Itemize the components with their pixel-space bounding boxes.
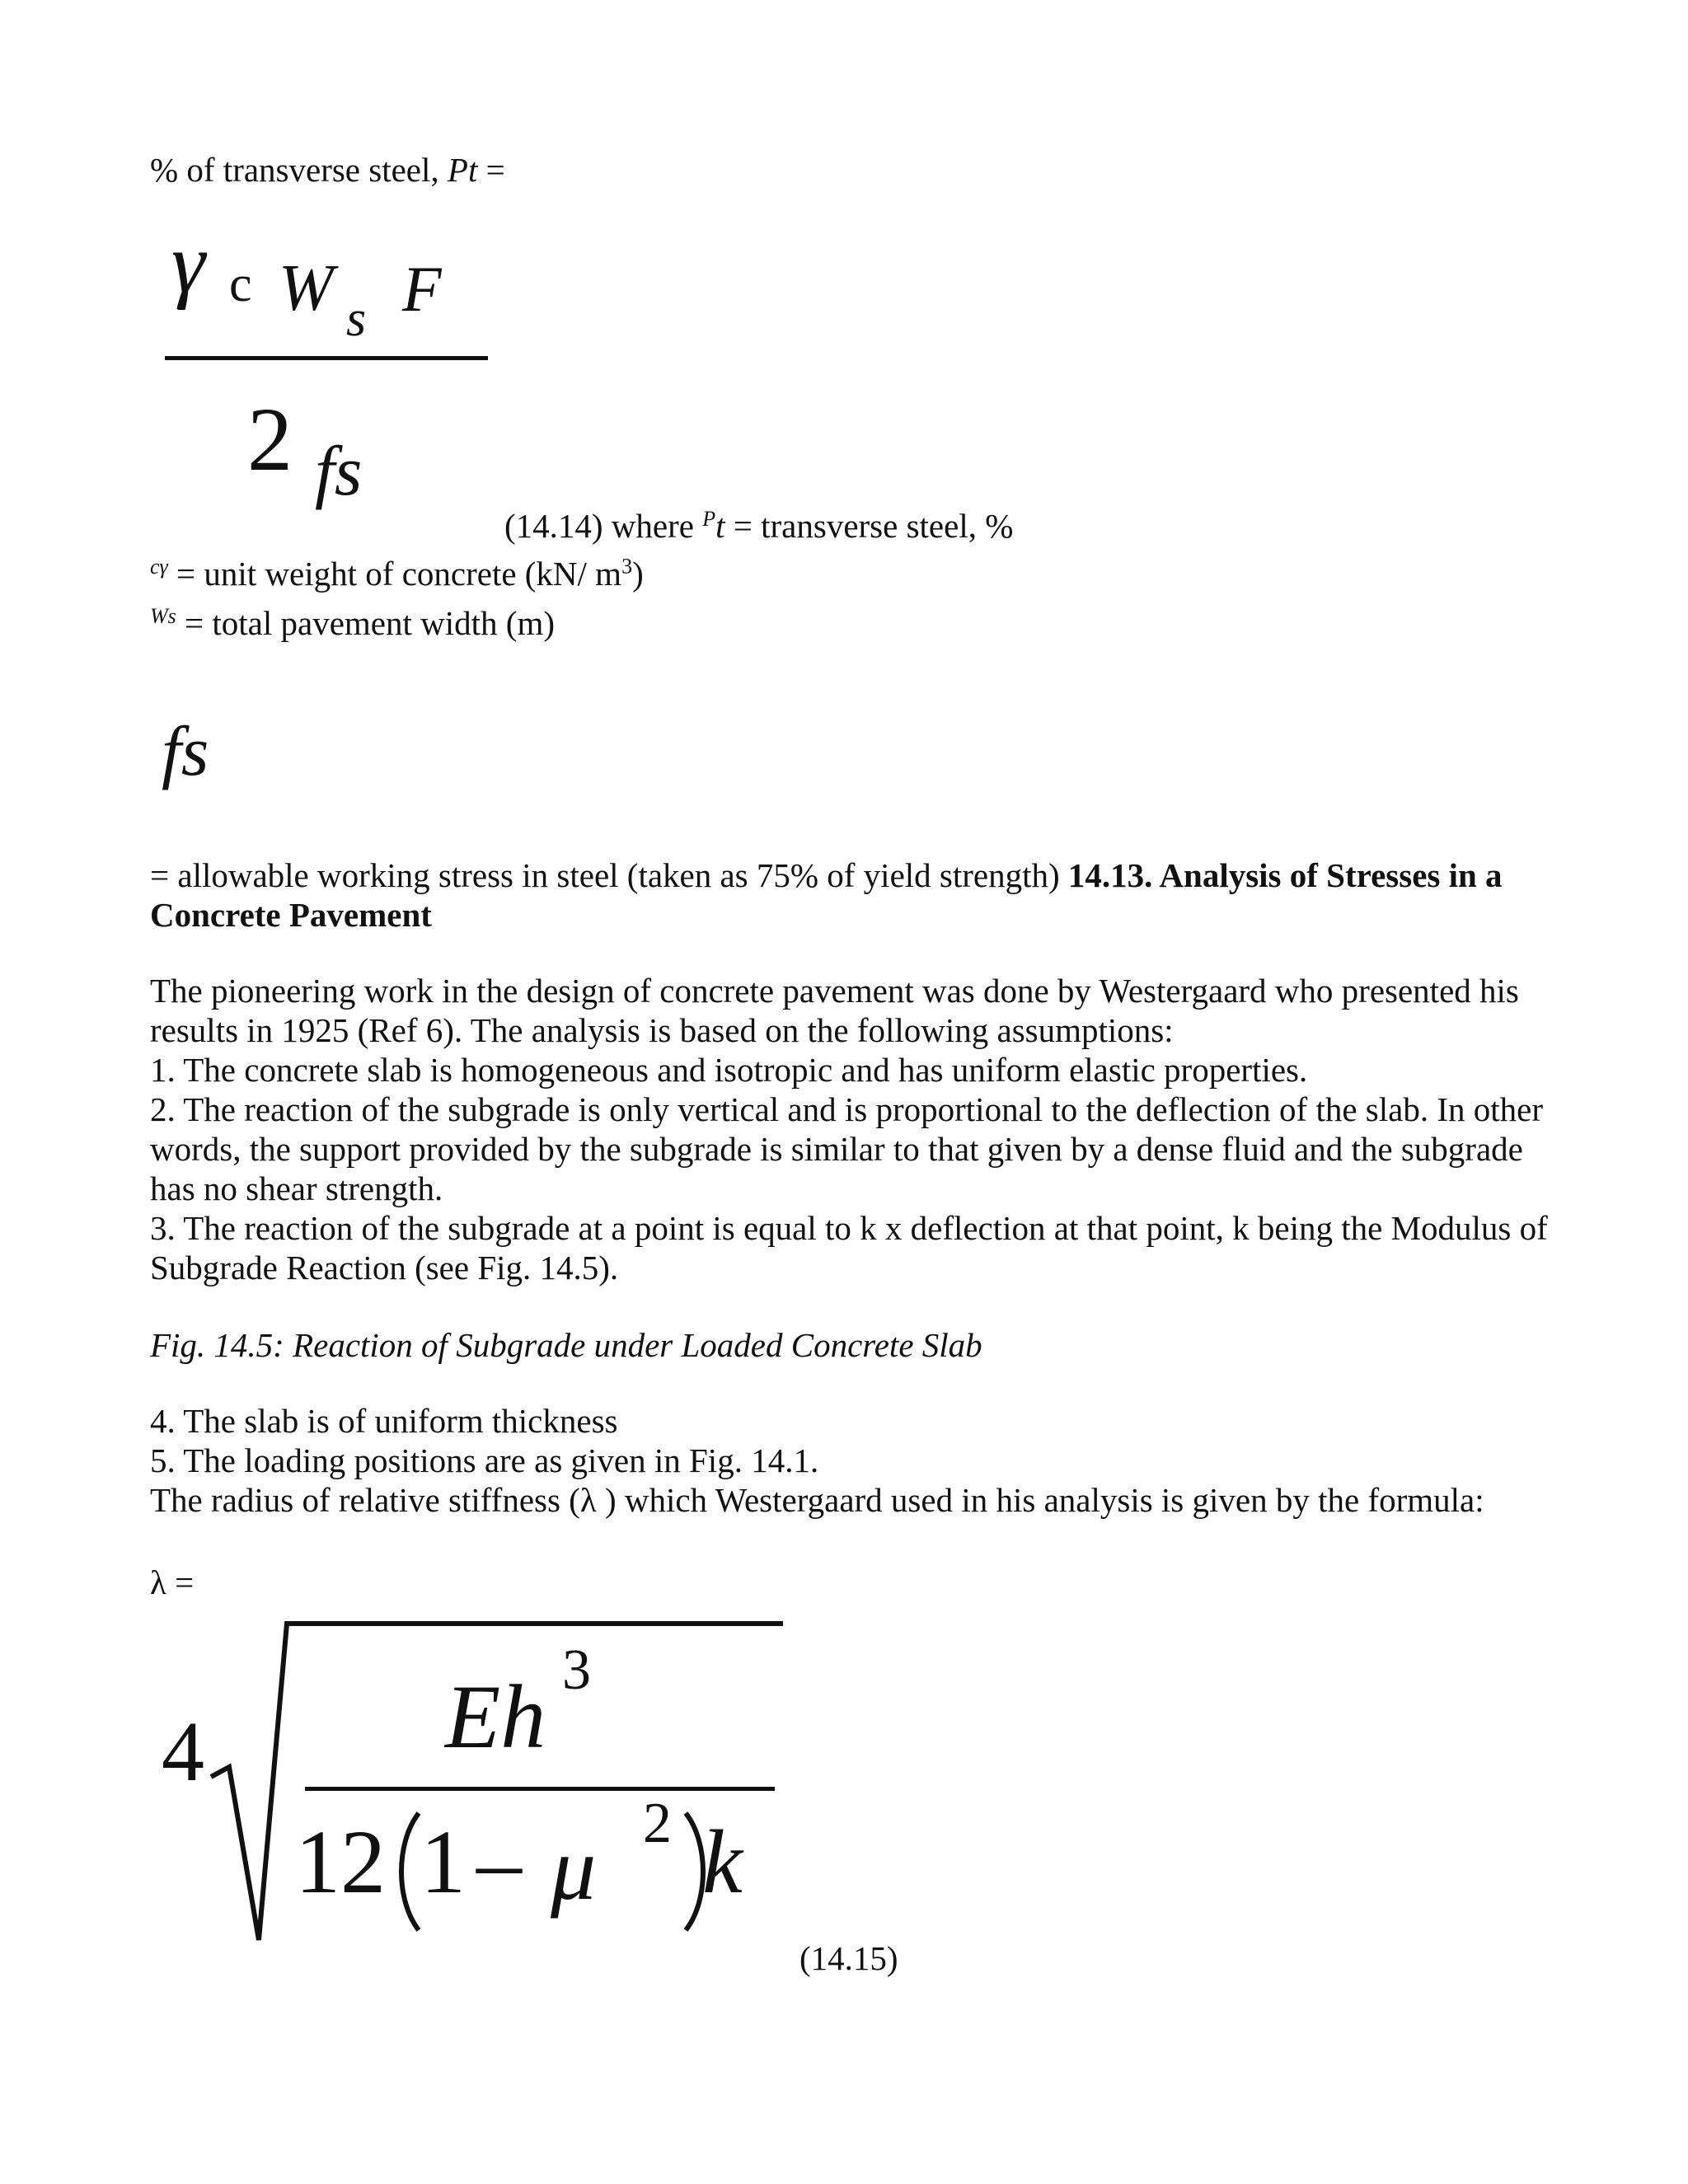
eq1415-numerator: Eh <box>445 1666 546 1767</box>
where-t: t <box>715 507 725 545</box>
eq1415-den-1: 1 <box>420 1811 466 1912</box>
eq1414-s: s <box>346 291 367 347</box>
body-line: 4. The slab is of uniform thickness <box>150 1402 618 1440</box>
pt-symbol: Pt <box>447 151 478 189</box>
eq1414-F: F <box>402 253 442 325</box>
eq1414-number: (14.14) where <box>504 507 703 545</box>
fs-symbol-large: fs <box>162 711 209 790</box>
body-line: 5. The loading positions are as given in Fig. 14.1. <box>150 1441 819 1479</box>
eq1414-fraction-bar <box>165 356 488 360</box>
pt-intro-text: % of transverse steel, <box>150 151 448 189</box>
where-P: P <box>702 507 716 531</box>
pt-eq-sign: = <box>477 151 505 189</box>
figure-caption: Fig. 14.5: Reaction of Subgrade under Loaded Concrete Slab <box>150 1326 982 1364</box>
eq1415-root-index: 4 <box>162 1704 204 1799</box>
gamma-text: = unit weight of concrete (kN/ m <box>167 555 622 593</box>
body-line: The pioneering work in the design of concrete pavement was done by Westergaard who presented his <box>150 972 1519 1010</box>
eq1415-den-minus: – <box>476 1811 522 1912</box>
ws-symbol: Ws <box>150 604 176 628</box>
lambda-equals: λ = <box>150 1563 195 1601</box>
eq1414-fs: fs <box>315 431 363 510</box>
eq1414-W: W <box>279 252 334 325</box>
where-line <box>504 506 1013 551</box>
gamma-exponent: 3 <box>621 554 633 579</box>
body-line: has no shear strength. <box>150 1169 443 1207</box>
section-heading-part1: 14.13. Analysis of Stresses in a <box>1067 856 1503 894</box>
eq1414-c: c <box>229 256 252 312</box>
eq1414-two: 2 <box>247 389 293 490</box>
body-line: 2. The reaction of the subgrade is only vertical and is proportional to the deflection of the slab. In other <box>150 1090 1543 1128</box>
body-line: 1. The concrete slab is homogeneous and isotropic and has uniform elastic properties. <box>150 1051 1308 1089</box>
body-paragraph <box>150 971 1548 1287</box>
eq1415-num-exponent: 3 <box>562 1638 591 1702</box>
eq1414-gamma: γ <box>171 216 205 311</box>
fs-text: = allowable working stress in steel (taken as 75% of yield strength) <box>150 856 1068 894</box>
body-line: 3. The reaction of the subgrade at a point is equal to k x deflection at that point, k being the Modulus of <box>150 1209 1548 1247</box>
eq1415-den-12: 12 <box>295 1811 386 1912</box>
fs-definition-line <box>150 855 1503 895</box>
pt-intro-line <box>150 150 505 190</box>
gamma-definition <box>150 554 644 598</box>
eq1415-den-exponent: 2 <box>643 1792 672 1855</box>
body-paragraph-2 <box>150 1401 1535 1520</box>
eq1415-number: (14.15) <box>799 1939 898 1977</box>
section-heading-part2: Concrete Pavement <box>150 896 432 934</box>
body-line: The radius of relative stiffness (λ ) which Westergaard used in his analysis is given by the formula: <box>150 1481 1484 1519</box>
left-paren-icon <box>391 1810 424 1933</box>
body-line: Subgrade Reaction (see Fig. 14.5). <box>150 1249 619 1286</box>
body-line: words, the support provided by the subgrade is similar to that given by a dense fluid and the subgrade <box>150 1130 1523 1168</box>
where-text: = transverse steel, % <box>724 507 1014 545</box>
eq1415-fraction-bar <box>305 1787 775 1791</box>
eq1415-den-k: k <box>702 1811 743 1912</box>
body-line: results in 1925 (Ref 6). The analysis is based on the following assumptions: <box>150 1011 1174 1049</box>
eq1415-den-mu: μ <box>551 1818 597 1919</box>
ws-text: = total pavement width (m) <box>176 604 555 642</box>
gamma-symbol: cγ <box>150 555 168 579</box>
ws-definition <box>150 603 555 648</box>
gamma-close-paren: ) <box>632 555 644 593</box>
